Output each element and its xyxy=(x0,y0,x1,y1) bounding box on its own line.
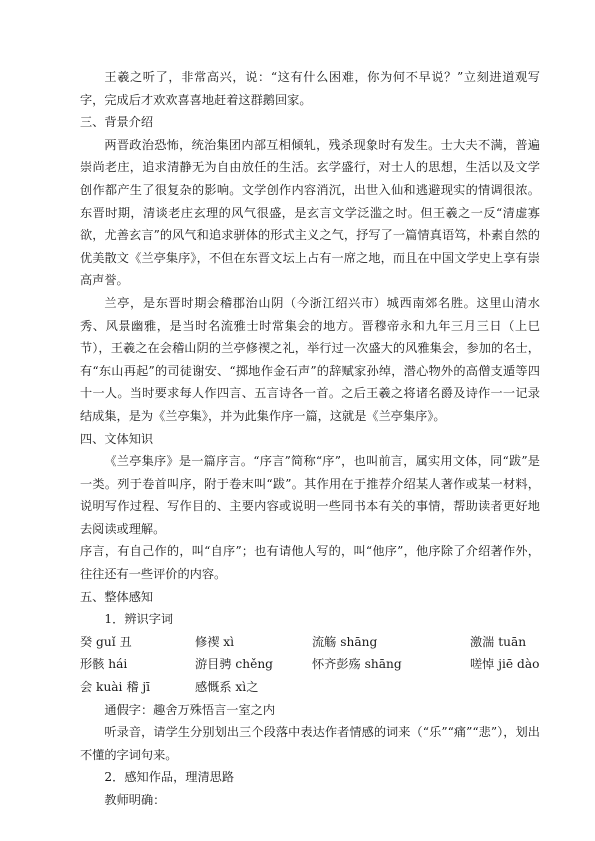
vocab-row xyxy=(80,653,540,676)
vocab-row xyxy=(80,676,540,699)
vocab-item: 修禊 xì xyxy=(195,634,235,649)
vocab-item: 流觞 shāng xyxy=(312,634,378,649)
vocab-item: 形骸 hái xyxy=(80,657,128,672)
section-heading-genre: 四、文体知识 xyxy=(80,431,154,446)
paragraph-background-lanting: 兰亭，是东晋时期会稽郡治山阴（今浙江绍兴市）城西南郊名胜。这里山清水秀、风景幽雅，是当时名流雅士时常集会的地方。晋穆帝永和九年三月三日（上巳节），王羲之在会稽山阴的兰亭修禊之礼，举行过一次盛大的风雅集会，参加的名士，有“东山再起”的司徒谢安、“掷地作金石声”的辞赋家孙绰，潜心物外的高僧支遁等四十一人。当时要求每人作四言、五言诗各一首。之后王羲之将诸名爵及诗作一一记录结成集，是为《兰亭集》，并为此集作序一篇，这就是《兰亭集序》。 xyxy=(80,295,540,423)
paragraph-genre-self-preface: 序言，有自己作的，叫“自序”；也有请他人写的，叫“他序”，他序除了介绍著作外，往往还有一些评价的内容。 xyxy=(80,544,540,582)
section-heading-overall: 五、整体感知 xyxy=(80,589,154,604)
teacher-clarification-label: 教师明确： xyxy=(104,793,166,807)
vocab-item: 癸 guǐ 丑 xyxy=(80,634,132,649)
paragraph-story-end: 王羲之听了，非常高兴，说：“这有什么困难，你为何不早说？”立刻进道观写字，完成后才欢欢喜喜地赶着这群鹅回家。 xyxy=(80,70,540,107)
paragraph-genre-preface: 《兰亭集序》是一篇序言。“序言”简称“序”，也叫前言，属实用文体，同“跋”是一类。列于卷首叫序，附于卷末叫“跋”。其作用在于推荐介绍某人著作或某一材料，说明写作过程、写作目的、主要内容或说明一些同书本有关的事情，帮助读者更好地去阅读或理解。 xyxy=(80,454,540,536)
paragraph-listening-task: 听录音，请学生分别划出三个段落中表达作者情感的词来（“乐”“痛”“悲”），划出不懂的字词句来。 xyxy=(80,725,540,762)
vocab-item: 怀齐彭殇 shāng xyxy=(312,657,402,672)
subheading-structure: 2．感知作品，理清思路 xyxy=(104,770,235,785)
vocab-item: 感慨系 xì之 xyxy=(195,680,259,695)
vocab-item: 游目骋 chěng xyxy=(195,657,273,672)
subheading-vocabulary: 1．辨识字词 xyxy=(104,612,174,627)
document-body xyxy=(80,66,540,812)
vocab-item: 激湍 tuān xyxy=(470,634,527,649)
vocab-item: 会 kuài 稽 jī xyxy=(80,680,151,695)
paragraph-background-politics: 两晋政治恐怖，统治集团内部互相倾轧，残杀现象时有发生。士大夫不满，普遍崇尚老庄，追求清静无为自由放任的生活。玄学盛行，对士人的思想，生活以及文学创作都产生了很复杂的影响。文学创作内容消沉，出世入仙和逃避现实的情调很浓。东晋时期，清谈老庄玄理的风气很盛，是玄言文学泛滥之时。但王羲之一反“清虚寡欲，尤善玄言”的风气和追求骈体的形式主义之气，抒写了一篇情真语笃，朴素自然的优美散文《兰亭集序》，不但在东晋文坛上占有一席之地，而且在中国文学史上享有崇高声誉。 xyxy=(80,137,540,288)
section-heading-background: 三、背景介绍 xyxy=(80,115,154,130)
vocab-item: 嗟悼 jiē dào xyxy=(470,657,540,672)
vocab-row xyxy=(80,631,540,654)
tongjia-note: 通假字：趣舍万殊悟言一室之内 xyxy=(104,702,276,717)
